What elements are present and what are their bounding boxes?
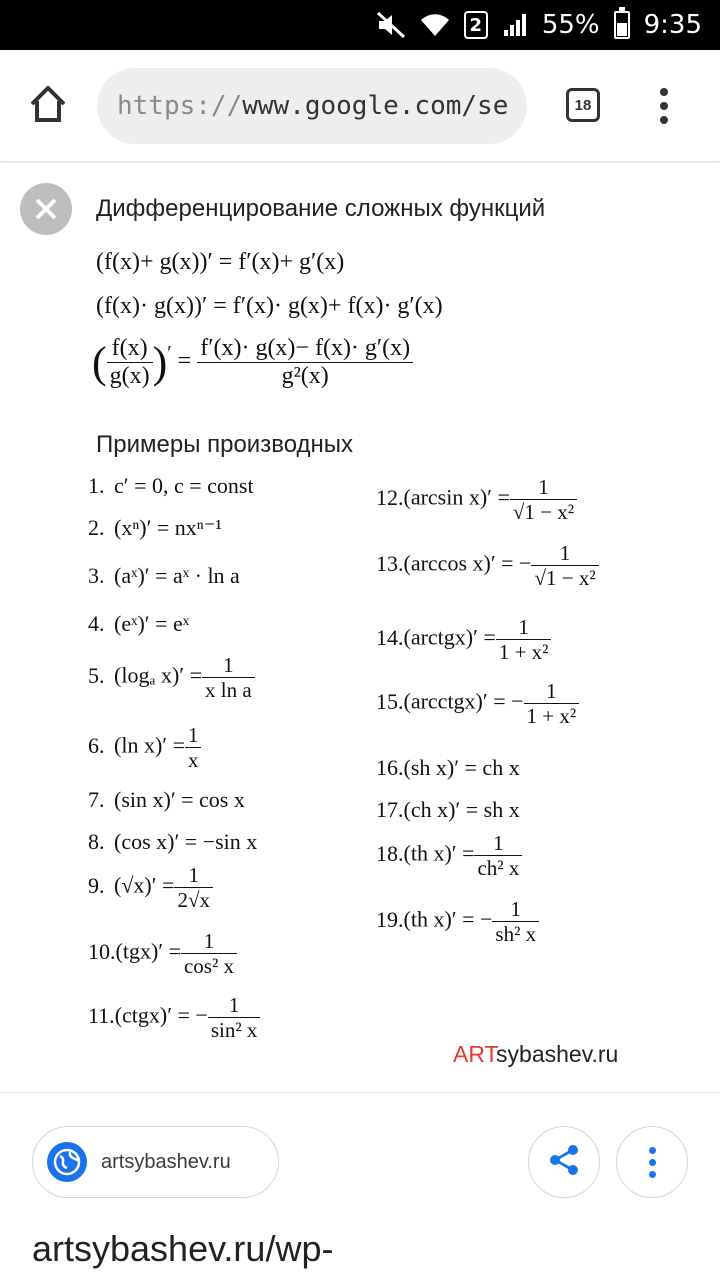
clock: 9:35	[643, 10, 702, 40]
example-expression: (sin x)′ = cos x	[114, 787, 245, 812]
example-expression: (ch x)′ = sh x	[403, 797, 520, 822]
globe-icon	[47, 1142, 87, 1182]
example-number: 16.	[376, 755, 404, 780]
example-number: 7.	[88, 787, 105, 812]
fraction-denominator: 2√x	[177, 888, 210, 912]
example-number: 10.	[88, 938, 116, 964]
more-vert-icon	[649, 1147, 656, 1178]
divider	[0, 1092, 720, 1093]
example-number: 1.	[88, 473, 105, 498]
derivative-example	[88, 863, 213, 912]
wifi-icon	[420, 12, 450, 38]
product-rule: (f(x)· g(x))′ = f′(x)· g(x)+ f(x)· g′(x)	[96, 293, 443, 319]
fraction-denominator: 1 + x²	[526, 704, 577, 728]
fraction-numerator: 1	[474, 831, 522, 856]
example-fraction	[174, 863, 213, 912]
example-number: 2.	[88, 515, 105, 540]
fraction-numerator: 1	[496, 615, 552, 640]
fraction-numerator: 1	[492, 897, 539, 922]
more-options-button[interactable]	[616, 1126, 688, 1198]
examples-heading: Примеры производных	[96, 431, 354, 458]
derivative-example	[88, 993, 260, 1042]
example-number: 6.	[88, 732, 105, 758]
example-number: 3.	[88, 563, 105, 588]
fraction-denominator: √1 − x²	[534, 566, 596, 590]
sum-rule: (f(x)+ g(x))′ = f′(x)+ g′(x)	[96, 249, 345, 275]
fraction-numerator: 1	[524, 679, 580, 704]
fraction-denominator: x ln a	[205, 678, 252, 702]
derivative-example	[88, 653, 255, 702]
example-expression: (arccos x)′ = −	[403, 550, 532, 576]
quotient-lhs-den: g(x)	[109, 363, 150, 389]
example-fraction	[524, 679, 580, 728]
quotient-rhs-den: g²(x)	[281, 363, 329, 389]
derivative-example	[376, 679, 579, 728]
example-expression: (tgx)′ =	[115, 938, 181, 964]
example-fraction	[208, 993, 261, 1042]
derivative-example	[88, 515, 222, 541]
quotient-rhs-num: f′(x)· g(x)− f(x)· g′(x)	[197, 335, 413, 363]
example-fraction	[185, 723, 202, 772]
example-number: 13.	[376, 550, 404, 576]
example-expression: (√x)′ =	[114, 872, 175, 898]
browser-menu-button[interactable]	[650, 86, 678, 126]
example-expression: (sh x)′ = ch x	[403, 755, 520, 780]
example-fraction	[531, 541, 598, 590]
example-number: 11.	[88, 1002, 115, 1028]
fraction-numerator: 1	[181, 929, 237, 954]
example-expression: c′ = 0, c = const	[114, 473, 254, 498]
example-number: 17.	[376, 797, 404, 822]
example-expression: (logₐ x)′ =	[114, 662, 202, 688]
tab-switcher-button[interactable]: 18	[566, 88, 600, 122]
derivative-example	[376, 897, 539, 946]
rules-heading: Дифференцирование сложных функций	[96, 195, 546, 222]
battery-level	[617, 23, 627, 36]
fraction-numerator: 1	[185, 723, 202, 748]
fraction-numerator: 1	[208, 993, 261, 1018]
share-icon	[547, 1143, 581, 1182]
example-expression: (th x)′ = −	[403, 906, 493, 932]
derivative-example	[88, 829, 257, 855]
status-bar	[0, 0, 720, 50]
fraction-denominator: sin² x	[210, 1018, 258, 1042]
derivative-example	[376, 615, 551, 664]
fraction-numerator: 1	[531, 541, 598, 566]
fraction-numerator: 1	[174, 863, 213, 888]
url-host: www.google.com/se	[242, 91, 509, 121]
example-expression: (arcctgx)′ = −	[403, 688, 524, 714]
fraction-numerator: 1	[510, 475, 577, 500]
fraction-numerator: 1	[202, 653, 255, 678]
example-fraction	[202, 653, 255, 702]
example-number: 8.	[88, 829, 105, 854]
derivative-example	[376, 541, 599, 590]
derivative-example	[376, 831, 522, 880]
example-number: 12.	[376, 484, 404, 510]
url-bar[interactable]	[97, 68, 527, 144]
battery-percent: 55%	[541, 10, 600, 40]
battery-icon	[614, 11, 630, 39]
fraction-denominator: x	[187, 748, 199, 772]
example-expression: (aˣ)′ = aˣ · ln a	[114, 563, 240, 588]
derivative-example	[88, 787, 245, 813]
example-expression: (ctgx)′ = −	[114, 1002, 208, 1028]
example-number: 9.	[88, 872, 105, 898]
fraction-denominator: √1 − x²	[512, 500, 575, 524]
fraction-denominator: 1 + x²	[498, 640, 549, 664]
brand-accent: ART	[453, 1041, 497, 1067]
example-number: 4.	[88, 611, 105, 636]
result-page-url: artsybashev.ru/wp-	[32, 1228, 334, 1269]
derivative-example	[88, 723, 201, 772]
fraction-denominator: sh² x	[495, 922, 537, 946]
example-expression: (arctgx)′ =	[403, 624, 496, 650]
example-fraction	[492, 897, 539, 946]
mute-icon	[376, 11, 406, 39]
derivative-example	[88, 563, 240, 589]
derivative-example	[376, 797, 520, 823]
example-expression: (eˣ)′ = eˣ	[114, 611, 190, 636]
quotient-lhs-num: f(x)	[107, 335, 153, 363]
signal-icon	[502, 12, 528, 38]
brand-rest: sybashev.ru	[496, 1041, 619, 1067]
example-number: 19.	[376, 906, 404, 932]
derivative-example	[88, 473, 254, 499]
example-expression: (cos x)′ = −sin x	[114, 829, 258, 854]
example-expression: (ln x)′ =	[114, 732, 185, 758]
sim-badge: 2	[464, 11, 488, 39]
example-expression: (arcsin x)′ =	[403, 484, 510, 510]
example-number: 14.	[376, 624, 404, 650]
example-fraction	[496, 615, 552, 664]
derivative-example	[376, 755, 520, 781]
browser-toolbar	[0, 50, 720, 162]
share-button[interactable]	[528, 1126, 600, 1198]
derivative-example	[88, 929, 237, 978]
fraction-denominator: cos² x	[183, 954, 235, 978]
example-fraction	[474, 831, 522, 880]
example-fraction	[510, 475, 577, 524]
example-expression: (xⁿ)′ = nxⁿ⁻¹	[114, 515, 222, 540]
example-number: 5.	[88, 662, 105, 688]
brand-watermark	[453, 1041, 618, 1068]
source-label: artsybashev.ru	[101, 1150, 231, 1173]
derivative-example	[88, 611, 189, 637]
example-number: 18.	[376, 840, 404, 866]
quotient-rule: ( $\frac{f(x)}{g(x)}$ )′ = $\frac{f'(x)\cdot g(x)- f(x)\cdot g'(x)}{\text{g²(x)}}$	[92, 335, 413, 390]
example-expression: (th x)′ =	[403, 840, 475, 866]
example-number: 15.	[376, 688, 404, 714]
example-fraction	[181, 929, 237, 978]
derivative-example	[376, 475, 577, 524]
url-scheme: https://	[117, 91, 243, 121]
source-chip[interactable]	[32, 1126, 279, 1198]
home-icon[interactable]	[26, 82, 70, 126]
fraction-denominator: ch² x	[477, 856, 520, 880]
close-icon[interactable]	[20, 183, 72, 235]
image-preview	[0, 163, 720, 1088]
